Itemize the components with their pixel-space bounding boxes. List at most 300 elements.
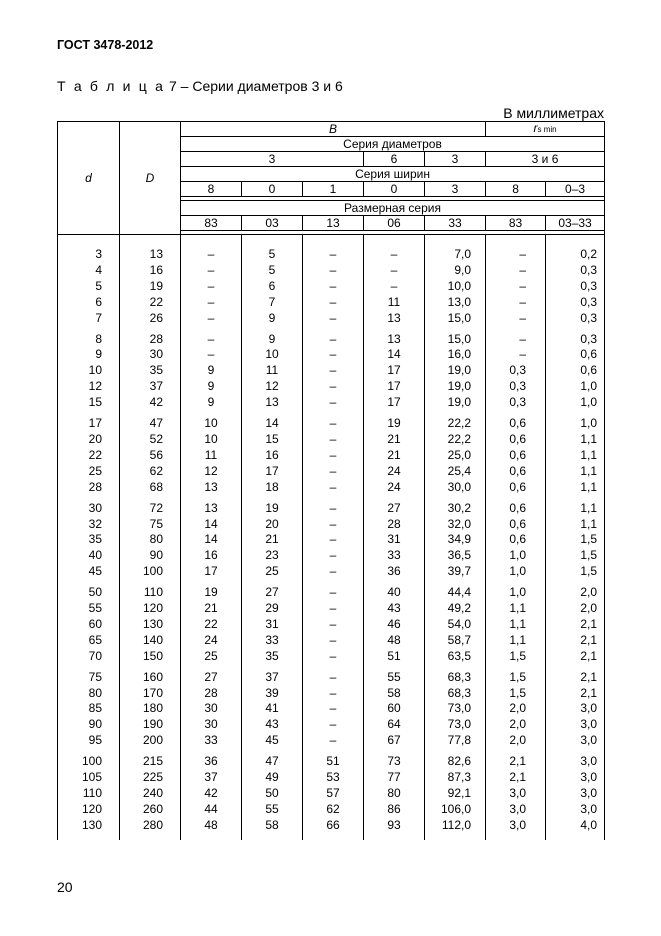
cell-d: 15 (58, 395, 120, 411)
spacer-cell (425, 235, 486, 248)
table-row (58, 363, 605, 379)
cell-rs-83: – (486, 332, 546, 348)
cell-b-03: 39 (242, 686, 303, 702)
table-row (58, 585, 605, 601)
cell-rs-03-33: 1,5 (546, 548, 605, 564)
cell-b-06: 36 (364, 564, 425, 580)
cell-b-06: 17 (364, 379, 425, 395)
table-title-text: 7 – Серии диаметров 3 и 6 (168, 78, 343, 94)
table-row (58, 295, 605, 311)
cell-b-06: 40 (364, 585, 425, 601)
cell-b-13: – (303, 670, 364, 686)
cell-b-33: 15,0 (425, 332, 486, 348)
cell-rs-83: 1,0 (486, 585, 546, 601)
cell-d: 105 (58, 770, 120, 786)
table-row (58, 548, 605, 564)
header-dimension-value: 83 (181, 216, 242, 231)
cell-b-06: 27 (364, 501, 425, 517)
cell-D: 28 (120, 332, 181, 348)
cell-D: 75 (120, 517, 181, 533)
cell-b-03: 29 (242, 601, 303, 617)
header-width-value: 0–3 (546, 182, 605, 197)
cell-rs-03-33: 1,1 (546, 464, 605, 480)
cell-b-03: 37 (242, 670, 303, 686)
cell-b-06: 64 (364, 717, 425, 733)
cell-b-06: 19 (364, 416, 425, 432)
cell-d: 130 (58, 818, 120, 834)
spacer-cell (120, 235, 181, 248)
cell-b-06: 48 (364, 633, 425, 649)
spacer-cell (181, 834, 242, 840)
header-rs-symbol: r (533, 121, 538, 135)
cell-b-06: 11 (364, 295, 425, 311)
cell-b-06: 24 (364, 480, 425, 496)
cell-rs-83: 2,1 (486, 754, 546, 770)
cell-d: 12 (58, 379, 120, 395)
cell-rs-03-33: 3,0 (546, 786, 605, 802)
table-header (58, 122, 605, 235)
cell-rs-83: 1,1 (486, 633, 546, 649)
cell-D: 13 (120, 247, 181, 263)
header-dimension-value: 06 (364, 216, 425, 231)
cell-b-83: 17 (181, 564, 242, 580)
cell-b-03: 58 (242, 818, 303, 834)
cell-b-33: 19,0 (425, 379, 486, 395)
cell-d: 65 (58, 633, 120, 649)
cell-b-13: – (303, 564, 364, 580)
cell-b-33: 32,0 (425, 517, 486, 533)
row-spacer (58, 834, 605, 840)
cell-b-33: 15,0 (425, 311, 486, 327)
cell-D: 225 (120, 770, 181, 786)
table-row (58, 617, 605, 633)
cell-b-03: 11 (242, 363, 303, 379)
spacer-cell (303, 235, 364, 248)
cell-b-06: 21 (364, 432, 425, 448)
table-title (57, 78, 343, 94)
cell-rs-03-33: 1,5 (546, 532, 605, 548)
cell-d: 40 (58, 548, 120, 564)
cell-b-13: – (303, 448, 364, 464)
cell-b-06: 24 (364, 464, 425, 480)
cell-b-33: 22,2 (425, 416, 486, 432)
cell-b-03: 23 (242, 548, 303, 564)
cell-b-06: 60 (364, 701, 425, 717)
cell-b-03: 9 (242, 332, 303, 348)
cell-b-83: 9 (181, 363, 242, 379)
cell-d: 75 (58, 670, 120, 686)
table-row (58, 532, 605, 548)
cell-rs-03-33: 2,1 (546, 633, 605, 649)
cell-D: 140 (120, 633, 181, 649)
cell-rs-83: – (486, 263, 546, 279)
bearing-dimensions-table (57, 121, 605, 840)
cell-b-03: 12 (242, 379, 303, 395)
cell-b-83: 44 (181, 802, 242, 818)
cell-rs-03-33: 0,2 (546, 247, 605, 263)
cell-b-06: 33 (364, 548, 425, 564)
cell-b-13: – (303, 464, 364, 480)
cell-b-03: 5 (242, 263, 303, 279)
cell-rs-03-33: 0,6 (546, 363, 605, 379)
cell-b-03: 49 (242, 770, 303, 786)
cell-rs-03-33: 4,0 (546, 818, 605, 834)
spacer-cell (364, 834, 425, 840)
cell-d: 32 (58, 517, 120, 533)
cell-b-83: – (181, 263, 242, 279)
cell-b-83: 37 (181, 770, 242, 786)
cell-b-13: – (303, 263, 364, 279)
cell-D: 160 (120, 670, 181, 686)
table-body (58, 235, 605, 840)
table-row (58, 649, 605, 665)
cell-b-33: 54,0 (425, 617, 486, 633)
cell-b-13: – (303, 601, 364, 617)
header-diameter-value: 3 (425, 152, 486, 167)
cell-rs-03-33: 1,1 (546, 480, 605, 496)
cell-rs-03-33: 1,0 (546, 379, 605, 395)
cell-b-13: – (303, 363, 364, 379)
header-D: D (120, 122, 181, 235)
cell-b-33: 34,9 (425, 532, 486, 548)
cell-rs-03-33: 1,1 (546, 432, 605, 448)
cell-rs-03-33: 3,0 (546, 733, 605, 749)
cell-b-06: – (364, 279, 425, 295)
header-width-series: Серия ширин (181, 167, 605, 182)
cell-b-83: 28 (181, 686, 242, 702)
cell-d: 55 (58, 601, 120, 617)
cell-b-13: – (303, 686, 364, 702)
cell-b-06: – (364, 263, 425, 279)
cell-b-03: 47 (242, 754, 303, 770)
cell-D: 180 (120, 701, 181, 717)
cell-rs-03-33: 0,3 (546, 279, 605, 295)
cell-b-83: – (181, 279, 242, 295)
cell-rs-83: 1,0 (486, 548, 546, 564)
table-row (58, 733, 605, 749)
spacer-cell (58, 834, 120, 840)
cell-b-83: 42 (181, 786, 242, 802)
cell-b-83: – (181, 311, 242, 327)
cell-b-33: 25,4 (425, 464, 486, 480)
header-dimension-value: 03 (242, 216, 303, 231)
cell-b-13: – (303, 701, 364, 717)
cell-b-83: 30 (181, 717, 242, 733)
table-row (58, 501, 605, 517)
spacer-cell (546, 235, 605, 248)
cell-D: 150 (120, 649, 181, 665)
cell-d: 3 (58, 247, 120, 263)
cell-b-83: – (181, 295, 242, 311)
cell-b-33: 22,2 (425, 432, 486, 448)
cell-b-83: 30 (181, 701, 242, 717)
table-row (58, 686, 605, 702)
cell-b-03: 35 (242, 649, 303, 665)
cell-b-83: 21 (181, 601, 242, 617)
table-row (58, 770, 605, 786)
table-row (58, 818, 605, 834)
cell-D: 72 (120, 501, 181, 517)
cell-d: 45 (58, 564, 120, 580)
cell-b-83: 9 (181, 395, 242, 411)
cell-b-03: 14 (242, 416, 303, 432)
spacer-cell (364, 235, 425, 248)
header-diameter-value: 6 (364, 152, 425, 167)
cell-rs-03-33: 1,1 (546, 448, 605, 464)
cell-b-13: – (303, 247, 364, 263)
cell-b-33: 9,0 (425, 263, 486, 279)
cell-rs-03-33: 2,0 (546, 601, 605, 617)
header-width-value: 0 (242, 182, 303, 197)
spacer-cell (181, 235, 242, 248)
cell-D: 120 (120, 601, 181, 617)
cell-rs-03-33: 0,3 (546, 263, 605, 279)
cell-rs-83: 0,3 (486, 379, 546, 395)
cell-d: 17 (58, 416, 120, 432)
cell-b-06: 80 (364, 786, 425, 802)
cell-b-13: – (303, 295, 364, 311)
cell-D: 110 (120, 585, 181, 601)
cell-b-83: 13 (181, 480, 242, 496)
cell-d: 20 (58, 432, 120, 448)
cell-d: 60 (58, 617, 120, 633)
cell-rs-83: 1,5 (486, 649, 546, 665)
cell-d: 8 (58, 332, 120, 348)
cell-rs-83: 2,0 (486, 701, 546, 717)
cell-rs-83: 0,6 (486, 448, 546, 464)
table-row (58, 670, 605, 686)
cell-b-83: 25 (181, 649, 242, 665)
cell-b-13: – (303, 279, 364, 295)
cell-b-83: 10 (181, 432, 242, 448)
cell-b-03: 9 (242, 311, 303, 327)
table-row (58, 517, 605, 533)
cell-b-33: 77,8 (425, 733, 486, 749)
cell-D: 16 (120, 263, 181, 279)
cell-rs-03-33: 3,0 (546, 770, 605, 786)
cell-d: 110 (58, 786, 120, 802)
cell-b-06: 51 (364, 649, 425, 665)
cell-d: 70 (58, 649, 120, 665)
cell-rs-83: 0,6 (486, 432, 546, 448)
cell-b-13: – (303, 347, 364, 363)
cell-b-33: 73,0 (425, 717, 486, 733)
header-width-value: 0 (364, 182, 425, 197)
cell-b-13: – (303, 432, 364, 448)
cell-b-06: 46 (364, 617, 425, 633)
cell-rs-83: 0,6 (486, 532, 546, 548)
cell-rs-03-33: 1,0 (546, 395, 605, 411)
table-row (58, 786, 605, 802)
cell-b-13: – (303, 733, 364, 749)
cell-b-13: – (303, 517, 364, 533)
cell-D: 200 (120, 733, 181, 749)
cell-b-13: – (303, 633, 364, 649)
header-dimension-value: 13 (303, 216, 364, 231)
cell-b-83: 10 (181, 416, 242, 432)
spacer-cell (546, 834, 605, 840)
cell-b-13: – (303, 501, 364, 517)
cell-D: 130 (120, 617, 181, 633)
cell-b-13: – (303, 649, 364, 665)
cell-b-83: 14 (181, 532, 242, 548)
cell-b-33: 19,0 (425, 363, 486, 379)
cell-b-33: 87,3 (425, 770, 486, 786)
cell-b-03: 15 (242, 432, 303, 448)
header-dimension-value: 03–33 (546, 216, 605, 231)
cell-rs-03-33: 0,3 (546, 332, 605, 348)
cell-b-33: 68,3 (425, 686, 486, 702)
cell-b-13: 53 (303, 770, 364, 786)
table-row (58, 480, 605, 496)
cell-b-06: 93 (364, 818, 425, 834)
table-row (58, 701, 605, 717)
cell-b-06: 13 (364, 332, 425, 348)
table-row (58, 332, 605, 348)
cell-b-03: 41 (242, 701, 303, 717)
cell-d: 50 (58, 585, 120, 601)
cell-D: 68 (120, 480, 181, 496)
cell-b-33: 36,5 (425, 548, 486, 564)
cell-D: 170 (120, 686, 181, 702)
cell-b-83: 11 (181, 448, 242, 464)
cell-rs-83: 1,1 (486, 617, 546, 633)
cell-b-03: 33 (242, 633, 303, 649)
cell-b-83: 12 (181, 464, 242, 480)
cell-rs-03-33: 1,1 (546, 501, 605, 517)
cell-d: 10 (58, 363, 120, 379)
cell-d: 25 (58, 464, 120, 480)
cell-b-03: 21 (242, 532, 303, 548)
cell-d: 90 (58, 717, 120, 733)
header-dimension-value: 33 (425, 216, 486, 231)
cell-b-83: 48 (181, 818, 242, 834)
cell-b-13: – (303, 717, 364, 733)
cell-D: 260 (120, 802, 181, 818)
cell-rs-83: – (486, 347, 546, 363)
cell-D: 52 (120, 432, 181, 448)
cell-D: 90 (120, 548, 181, 564)
cell-d: 5 (58, 279, 120, 295)
header-dimension-value: 83 (486, 216, 546, 231)
cell-b-03: 55 (242, 802, 303, 818)
cell-b-83: 36 (181, 754, 242, 770)
cell-b-83: 16 (181, 548, 242, 564)
cell-b-13: 51 (303, 754, 364, 770)
cell-b-06: 21 (364, 448, 425, 464)
table-row (58, 633, 605, 649)
spacer-cell (120, 834, 181, 840)
cell-b-13: – (303, 585, 364, 601)
cell-rs-83: 0,6 (486, 416, 546, 432)
cell-rs-83: 1,1 (486, 601, 546, 617)
spacer-cell (242, 235, 303, 248)
table-row (58, 754, 605, 770)
table-row (58, 311, 605, 327)
cell-b-33: 25,0 (425, 448, 486, 464)
cell-b-83: 19 (181, 585, 242, 601)
cell-rs-83: 3,0 (486, 818, 546, 834)
cell-D: 30 (120, 347, 181, 363)
cell-b-13: 66 (303, 818, 364, 834)
cell-rs-03-33: 0,6 (546, 347, 605, 363)
cell-b-33: 49,2 (425, 601, 486, 617)
cell-rs-03-33: 2,0 (546, 585, 605, 601)
cell-b-83: – (181, 332, 242, 348)
cell-b-83: 27 (181, 670, 242, 686)
cell-d: 120 (58, 802, 120, 818)
cell-b-06: 77 (364, 770, 425, 786)
cell-rs-03-33: 3,0 (546, 717, 605, 733)
cell-rs-03-33: 1,5 (546, 564, 605, 580)
cell-b-06: 13 (364, 311, 425, 327)
cell-b-03: 25 (242, 564, 303, 580)
cell-b-03: 17 (242, 464, 303, 480)
cell-d: 100 (58, 754, 120, 770)
cell-b-06: 17 (364, 395, 425, 411)
cell-b-03: 50 (242, 786, 303, 802)
spacer-cell (303, 834, 364, 840)
cell-b-06: 28 (364, 517, 425, 533)
cell-rs-83: 1,5 (486, 686, 546, 702)
table-row (58, 717, 605, 733)
cell-b-03: 16 (242, 448, 303, 464)
cell-b-33: 30,0 (425, 480, 486, 496)
cell-b-06: 55 (364, 670, 425, 686)
cell-D: 56 (120, 448, 181, 464)
cell-rs-03-33: 3,0 (546, 802, 605, 818)
cell-b-13: – (303, 617, 364, 633)
table-row (58, 448, 605, 464)
header-rs-min (486, 122, 605, 137)
cell-b-06: 17 (364, 363, 425, 379)
cell-d: 9 (58, 347, 120, 363)
header-diameter-series: Серия диаметров (181, 137, 605, 152)
header-rs-subscript: s min (537, 125, 557, 134)
cell-rs-83: 1,0 (486, 564, 546, 580)
table-title-prefix: Т а б л и ц а (57, 78, 166, 94)
header-dimension-series: Размерная серия (181, 201, 605, 216)
cell-rs-83: 0,3 (486, 363, 546, 379)
cell-b-33: 112,0 (425, 818, 486, 834)
row-spacer (58, 235, 605, 248)
table-row (58, 416, 605, 432)
table-row (58, 347, 605, 363)
cell-D: 215 (120, 754, 181, 770)
spacer-cell (486, 235, 546, 248)
cell-b-03: 5 (242, 247, 303, 263)
cell-b-83: 22 (181, 617, 242, 633)
cell-rs-83: 2,0 (486, 717, 546, 733)
header-width-value: 3 (425, 182, 486, 197)
cell-b-03: 10 (242, 347, 303, 363)
cell-rs-83: 1,5 (486, 670, 546, 686)
cell-b-06: 58 (364, 686, 425, 702)
cell-rs-83: – (486, 311, 546, 327)
cell-rs-03-33: 0,3 (546, 311, 605, 327)
cell-b-83: 33 (181, 733, 242, 749)
cell-b-33: 30,2 (425, 501, 486, 517)
cell-d: 80 (58, 686, 120, 702)
header-width-value: 8 (181, 182, 242, 197)
cell-b-13: – (303, 311, 364, 327)
cell-b-83: 9 (181, 379, 242, 395)
cell-D: 26 (120, 311, 181, 327)
spacer-cell (58, 235, 120, 248)
cell-b-33: 68,3 (425, 670, 486, 686)
cell-b-03: 27 (242, 585, 303, 601)
cell-rs-03-33: 0,3 (546, 295, 605, 311)
